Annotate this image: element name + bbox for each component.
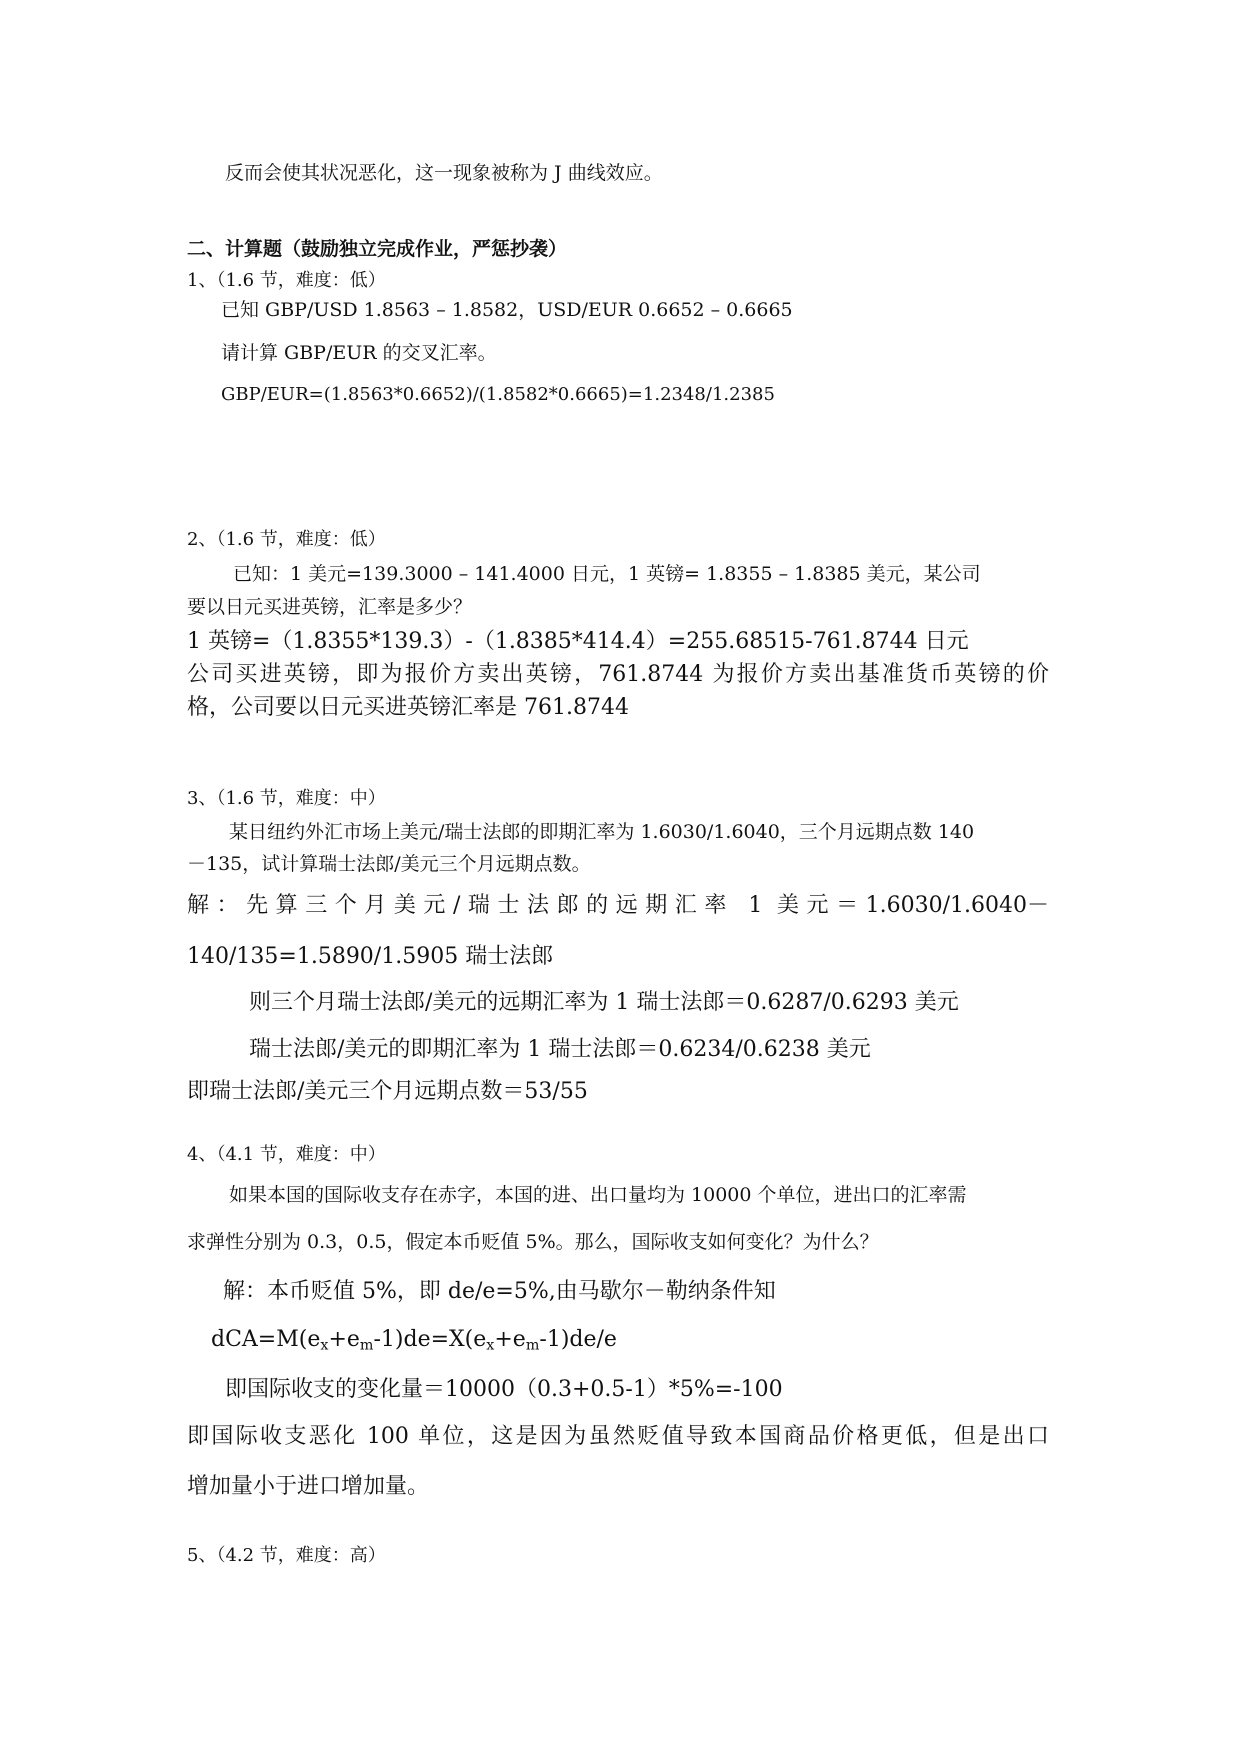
- q1-header: 1、（1.6 节，难度：低）: [187, 270, 386, 291]
- q2-explain-line1: 公司买进英镑，即为报价方卖出英镑，761.8744 为报价方卖出基准货币英镑的价: [187, 662, 1049, 687]
- q4-header: 4、（4.1 节，难度：中）: [187, 1144, 386, 1165]
- q4-given-line1: 如果本国的国际收支存在赤字，本国的进、出口量均为 10000 个单位，进出口的汇率需: [229, 1184, 967, 1206]
- formula-part: +e: [328, 1327, 360, 1352]
- section-heading: 二、计算题（鼓励独立完成作业，严惩抄袭）: [187, 238, 568, 260]
- q3-solution-line4: 瑞士法郎/美元的即期汇率为 1 瑞士法郎＝0.6234/0.6238 美元: [249, 1037, 871, 1062]
- q2-given-line2: 要以日元买进英镑，汇率是多少？: [187, 596, 473, 618]
- q4-solution-line5: 增加量小于进口增加量。: [187, 1474, 430, 1499]
- q3-header: 3、（1.6 节，难度：中）: [187, 788, 386, 809]
- q3-solution-line2: 140/135=1.5890/1.5905 瑞士法郎: [187, 944, 554, 969]
- q1-answer: GBP/EUR=(1.8563*0.6652)/(1.8582*0.6665)=1.2348/1.2385: [221, 384, 775, 405]
- q2-calc: 1 英镑=（1.8355*139.3）-（1.8385*414.4）=255.68515-761.8744 日元: [187, 629, 969, 654]
- q4-given-line2: 求弹性分别为 0.3，0.5，假定本币贬值 5%。那么，国际收支如何变化？为什么？: [187, 1231, 879, 1253]
- formula-subscript: m: [359, 1337, 374, 1354]
- q3-solution-line3: 则三个月瑞士法郎/美元的远期汇率为 1 瑞士法郎＝0.6287/0.6293 美元: [249, 990, 959, 1015]
- q2-explain-line2: 格，公司要以日元买进英镑汇率是 761.8744: [187, 695, 629, 720]
- q4-formula: [211, 1327, 617, 1354]
- q3-given-line1: 某日纽约外汇市场上美元/瑞士法郎的即期汇率为 1.6030/1.6040，三个月远期点数 140: [229, 821, 975, 843]
- formula-part: dCA=M(e: [211, 1327, 321, 1352]
- q2-header: 2、（1.6 节，难度：低）: [187, 529, 386, 550]
- formula-part: -1)de/e: [539, 1327, 617, 1352]
- q3-solution-line5: 即瑞士法郎/美元三个月远期点数＝53/55: [187, 1079, 588, 1104]
- formula-subscript: x: [486, 1337, 495, 1354]
- q2-given-line1: 已知：1 美元=139.3000 – 141.4000 日元，1 英镑= 1.8355 – 1.8385 美元，某公司: [233, 563, 981, 585]
- q3-given-line2: －135，试计算瑞士法郎/美元三个月远期点数。: [187, 853, 591, 875]
- formula-subscript: x: [320, 1337, 329, 1354]
- q1-ask: 请计算 GBP/EUR 的交叉汇率。: [221, 342, 497, 364]
- q3-solution-line1: 解：先算三个月美元/瑞士法郎的远期汇率 1 美元＝1.6030/1.6040－: [187, 893, 1049, 918]
- formula-part: -1)de=X(e: [373, 1327, 487, 1352]
- formula-subscript: m: [525, 1337, 540, 1354]
- q4-solution-line4: 即国际收支恶化 100 单位，这是因为虽然贬值导致本国商品价格更低，但是出口: [187, 1424, 1049, 1449]
- q1-given: 已知 GBP/USD 1.8563 – 1.8582，USD/EUR 0.6652 – 0.6665: [221, 299, 793, 321]
- q4-solution-line1: 解：本币贬值 5%，即 de/e=5%,由马歇尔－勒纳条件知: [223, 1279, 776, 1304]
- q5-header: 5、（4.2 节，难度：高）: [187, 1545, 386, 1566]
- q4-solution-line3: 即国际收支的变化量＝10000（0.3+0.5-1）*5%=-100: [225, 1377, 783, 1402]
- intro-line: 反而会使其状况恶化，这一现象被称为 J 曲线效应。: [225, 162, 663, 184]
- formula-part: +e: [494, 1327, 526, 1352]
